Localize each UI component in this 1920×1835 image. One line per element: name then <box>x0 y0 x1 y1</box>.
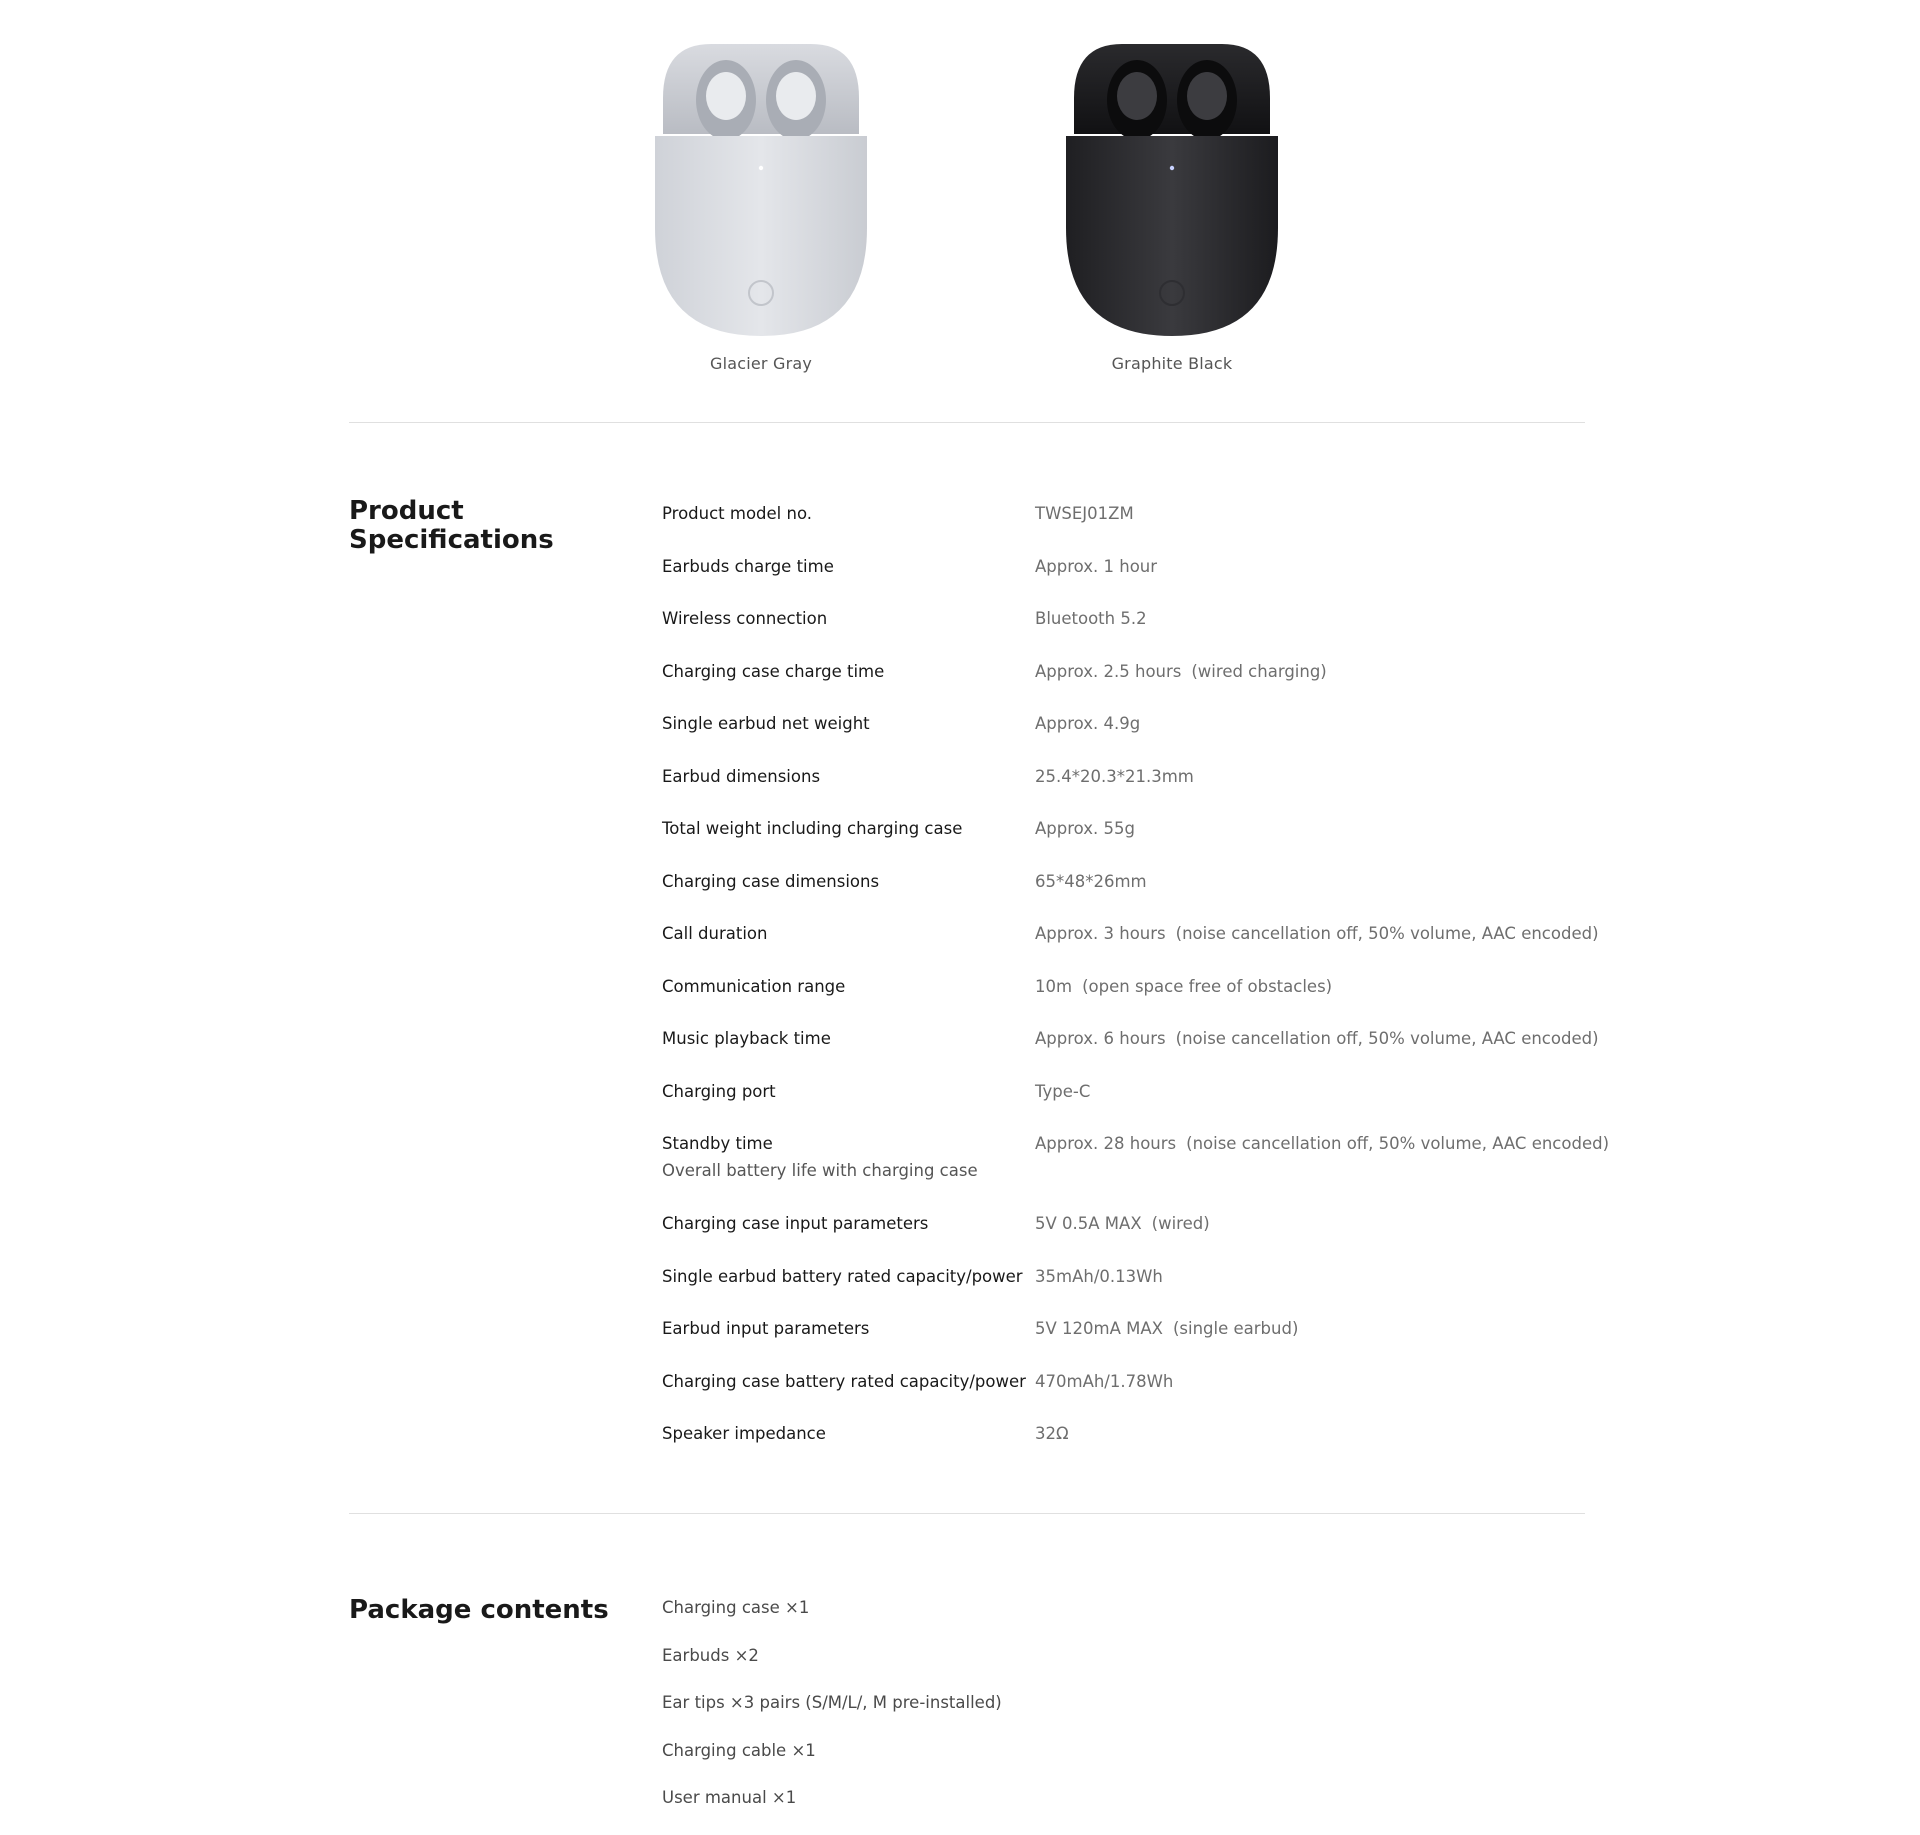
spec-value-text: Type-C <box>1035 1081 1091 1101</box>
spec-name-text: Single earbud battery rated capacity/power <box>662 1266 1023 1286</box>
spec-name <box>662 763 1035 790</box>
spec-value <box>1035 658 1585 685</box>
spec-value-note: (noise cancellation off, 50% volume, AAC encoded) <box>1186 1134 1610 1153</box>
spec-value-text: Approx. 4.9g <box>1035 714 1141 733</box>
spec-row <box>662 815 1585 868</box>
spec-value-text: Approx. 55g <box>1035 819 1135 838</box>
spec-row <box>662 1130 1610 1210</box>
spec-table <box>662 500 1610 1473</box>
spec-value <box>1035 1368 1585 1395</box>
spec-row <box>662 973 1585 1026</box>
product-page <box>349 0 1610 1834</box>
spec-value <box>1035 973 1585 1000</box>
spec-name-text: Earbud dimensions <box>662 766 821 786</box>
spec-value-text: 5V 0.5A MAX <box>1035 1214 1142 1233</box>
spec-value <box>1035 1130 1609 1157</box>
spec-value <box>1035 710 1585 737</box>
spec-value-text: Approx. 1 hour <box>1035 556 1158 576</box>
spec-name-text: Earbuds charge time <box>662 556 834 576</box>
spec-row <box>662 1368 1585 1421</box>
section-title: Product Specifications <box>349 496 554 555</box>
spec-row <box>662 1315 1585 1368</box>
spec-name-text: Communication range <box>662 976 846 996</box>
spec-row <box>662 763 1585 816</box>
spec-name <box>662 1130 1035 1184</box>
color-option-glacier-gray <box>631 38 891 373</box>
spec-name-text: Charging case dimensions <box>662 871 880 891</box>
spec-row <box>662 658 1585 711</box>
spec-name-text: Speaker impedance <box>662 1424 826 1443</box>
spec-value-text: Approx. 2.5 hours <box>1035 661 1182 681</box>
package-item: Charging cable ×1 <box>662 1740 816 1760</box>
spec-row <box>662 868 1585 921</box>
spec-name-subtext: Overall battery life with charging case <box>662 1161 978 1180</box>
spec-value <box>1035 1025 1599 1052</box>
spec-value-text: 35mAh/0.13Wh <box>1035 1266 1163 1286</box>
spec-name-text: Wireless connection <box>662 609 828 628</box>
spec-value <box>1035 1263 1585 1290</box>
spec-row <box>662 1263 1585 1316</box>
package-item: Ear tips ×3 pairs (S/M/L/, M pre-installed) <box>662 1693 1002 1712</box>
spec-value-text: 25.4*20.3*21.3mm <box>1035 766 1194 786</box>
spec-value-text: Bluetooth 5.2 <box>1035 609 1147 628</box>
spec-name-text: Music playback time <box>662 1029 831 1048</box>
package-list <box>662 1594 1002 1832</box>
spec-value <box>1035 1210 1585 1237</box>
spec-value-text: 5V 120mA MAX <box>1035 1319 1163 1338</box>
spec-name <box>662 1078 1035 1105</box>
package-item: User manual ×1 <box>662 1788 797 1807</box>
spec-name <box>662 868 1035 895</box>
spec-name <box>662 1025 1035 1052</box>
spec-value <box>1035 920 1599 947</box>
spec-row <box>662 920 1599 973</box>
spec-row <box>662 710 1585 763</box>
color-label: Graphite Black <box>1111 354 1233 373</box>
charging-case-image-graphite-black <box>1062 38 1282 338</box>
spec-row <box>662 1420 1585 1473</box>
spec-value-text: Approx. 6 hours <box>1035 1029 1166 1048</box>
spec-name-text: Product model no. <box>662 504 813 523</box>
spec-row <box>662 1078 1585 1131</box>
spec-value-note: (noise cancellation off, 50% volume, AAC encoded) <box>1175 924 1599 943</box>
section-title: Package contents <box>349 1595 609 1625</box>
spec-row <box>662 500 1585 553</box>
spec-row <box>662 605 1585 658</box>
spec-name <box>662 553 1035 580</box>
spec-name-text: Call duration <box>662 924 768 943</box>
spec-name <box>662 605 1035 632</box>
spec-name <box>662 658 1035 685</box>
spec-name-text: Charging case input parameters <box>662 1214 929 1233</box>
spec-value-note: (single earbud) <box>1172 1319 1299 1338</box>
spec-value <box>1035 868 1585 895</box>
spec-name <box>662 973 1035 1000</box>
package-item: Charging case ×1 <box>662 1598 810 1617</box>
spec-name <box>662 1368 1035 1395</box>
spec-value-text: Approx. 28 hours <box>1035 1134 1177 1153</box>
charging-case-image-glacier-gray <box>651 38 871 338</box>
color-options <box>349 0 1585 423</box>
spec-name <box>662 920 1035 947</box>
color-label: Glacier Gray <box>709 354 813 373</box>
spec-value <box>1035 1078 1585 1105</box>
spec-name-text: Single earbud net weight <box>662 714 870 733</box>
spec-value-note: (wired charging) <box>1191 661 1327 681</box>
spec-name <box>662 1210 1035 1237</box>
spec-name <box>662 815 1035 842</box>
spec-name <box>662 710 1035 737</box>
package-contents-section <box>349 1514 1585 1834</box>
spec-value <box>1035 763 1585 790</box>
spec-value <box>1035 815 1585 842</box>
spec-value-text: TWSEJ01ZM <box>1035 504 1134 523</box>
spec-value-text: 470mAh/1.78Wh <box>1035 1371 1174 1391</box>
spec-name <box>662 500 1035 527</box>
spec-value <box>1035 553 1585 580</box>
spec-name-text: Earbud input parameters <box>662 1319 870 1338</box>
spec-value <box>1035 1315 1585 1342</box>
spec-name-text: Charging port <box>662 1081 776 1101</box>
spec-name <box>662 1420 1035 1447</box>
spec-row <box>662 1025 1599 1078</box>
spec-value <box>1035 500 1585 527</box>
spec-row <box>662 553 1585 606</box>
spec-value-note: (wired) <box>1151 1214 1210 1233</box>
package-item: Earbuds ×2 <box>662 1645 759 1665</box>
spec-value <box>1035 1420 1585 1447</box>
spec-value-note: (open space free of obstacles) <box>1082 976 1333 996</box>
spec-name <box>662 1263 1035 1290</box>
product-specifications-section <box>349 423 1610 1514</box>
spec-row <box>662 1210 1585 1263</box>
spec-value <box>1035 605 1585 632</box>
spec-value-text: 65*48*26mm <box>1035 871 1147 891</box>
spec-value-text: Approx. 3 hours <box>1035 924 1166 943</box>
color-option-graphite-black <box>1042 38 1302 373</box>
spec-name-text: Charging case charge time <box>662 661 885 681</box>
spec-value-note: (noise cancellation off, 50% volume, AAC encoded) <box>1175 1029 1599 1048</box>
spec-name-text: Standby time <box>662 1134 773 1153</box>
spec-value-text: 10m <box>1035 976 1073 996</box>
spec-name-text: Charging case battery rated capacity/power <box>662 1371 1026 1391</box>
spec-value-text: 32Ω <box>1035 1424 1069 1443</box>
spec-name-text: Total weight including charging case <box>662 819 963 838</box>
spec-name <box>662 1315 1035 1342</box>
